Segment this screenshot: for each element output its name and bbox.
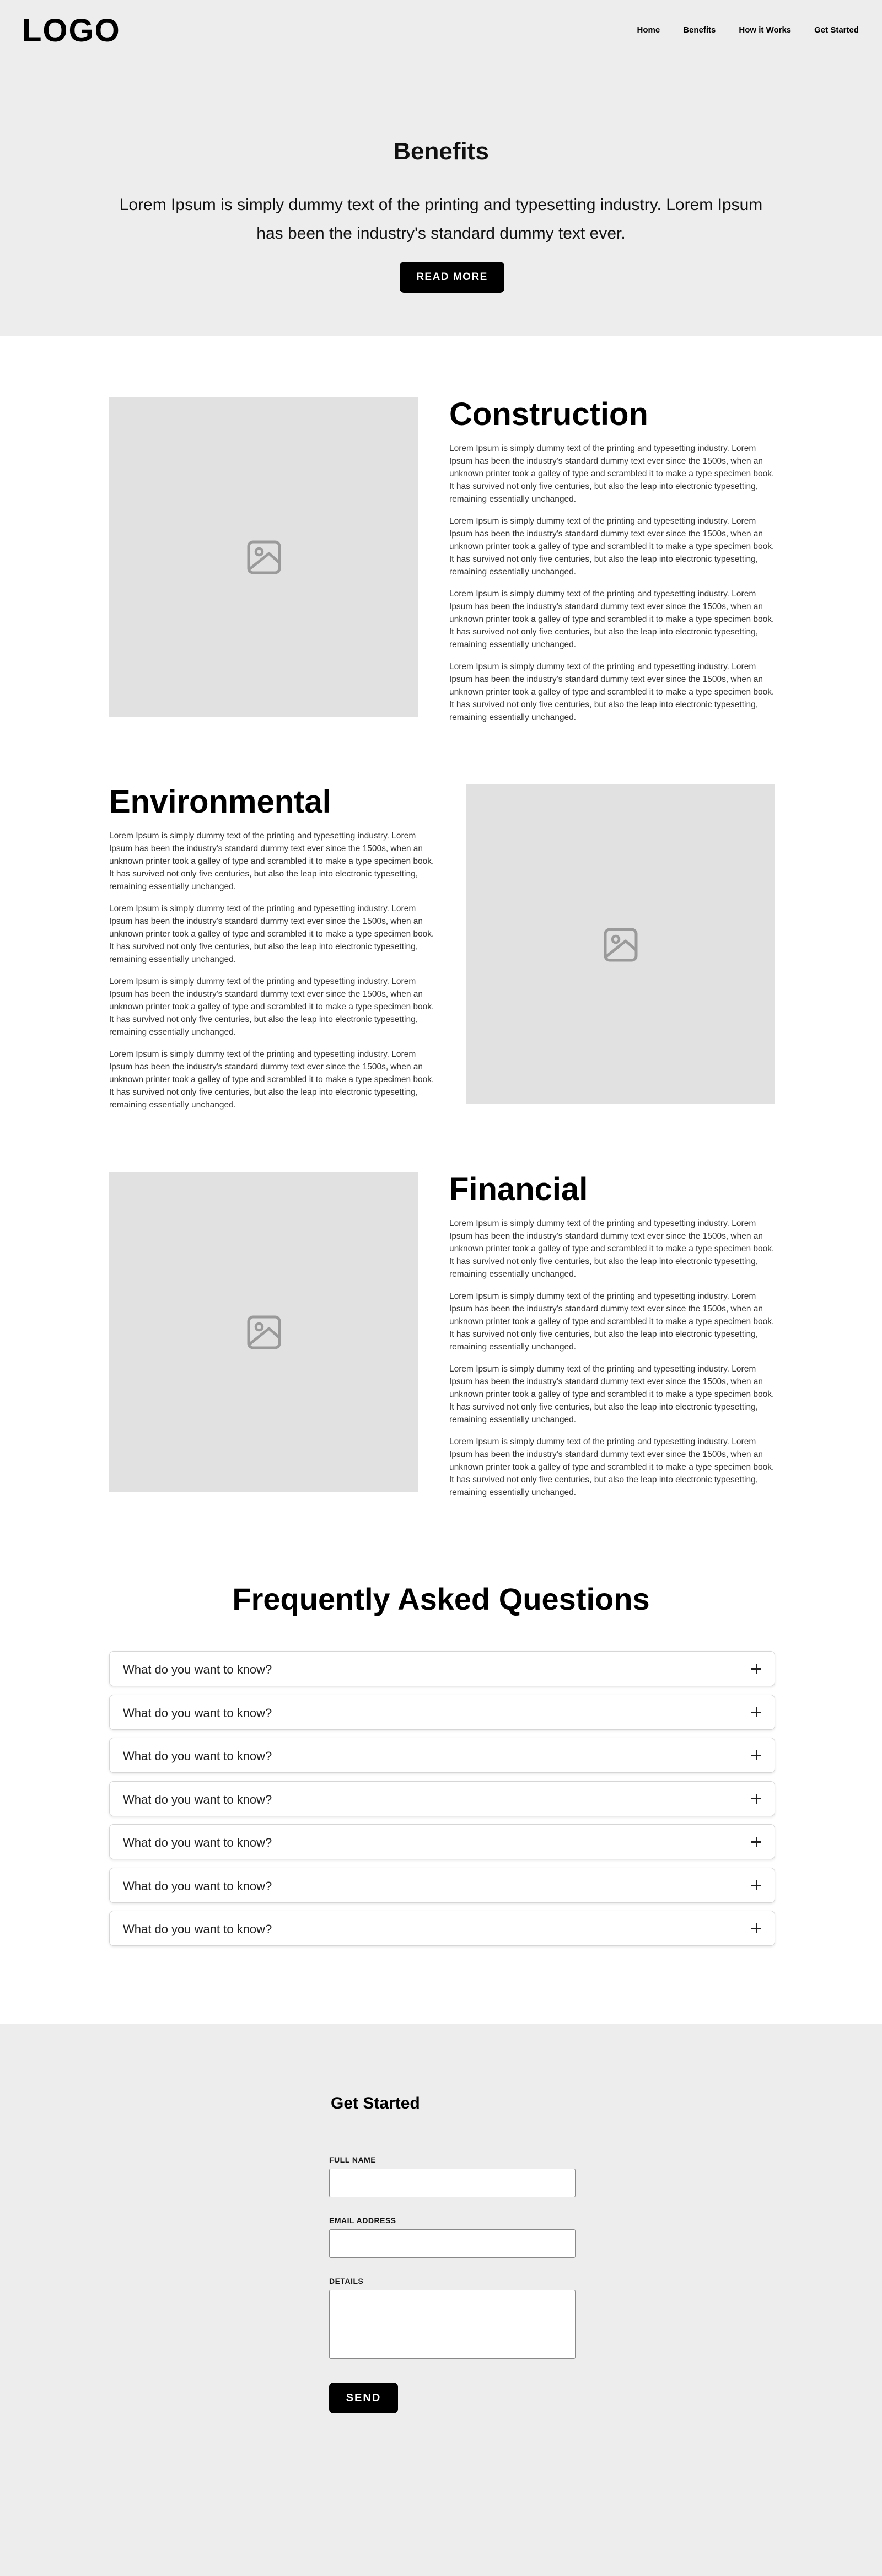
- plus-icon[interactable]: [748, 1660, 765, 1677]
- plus-icon[interactable]: [748, 1704, 765, 1720]
- feature-title: Environmental: [109, 784, 331, 820]
- nav-link-home[interactable]: Home: [637, 25, 660, 35]
- get-started-title: Get Started: [331, 2094, 420, 2112]
- site-header: [0, 0, 882, 60]
- feature-paragraph: Lorem Ipsum is simply dummy text of the printing and typesetting industry. Lorem Ipsum has been the industry's standard dummy text ever since the 1500s, when an unknown printer took a galley of type and scrambled it to make a type specimen book. It has survived not only five centuries, but also the leap into electronic typesetting, remaining essentially unchanged.: [449, 1219, 775, 1279]
- feature-paragraph: Lorem Ipsum is simply dummy text of the printing and typesetting industry. Lorem Ipsum has been the industry's standard dummy text ever since the 1500s, when an unknown printer took a galley of type and scrambled it to make a type specimen book. It has survived not only five centuries, but also the leap into electronic typesetting, remaining essentially unchanged.: [109, 977, 434, 1037]
- get-started-section: [0, 2024, 882, 2576]
- details-label: DETAILS: [329, 2277, 364, 2285]
- nav-link-how-it-works[interactable]: How it Works: [739, 25, 792, 35]
- construction-text: [449, 397, 775, 733]
- faq-item[interactable]: [109, 1738, 775, 1773]
- faq-item[interactable]: [109, 1781, 775, 1816]
- feature-paragraph: Lorem Ipsum is simply dummy text of the printing and typesetting industry. Lorem Ipsum has been the industry's standard dummy text ever since the 1500s, when an unknown printer took a galley of type and scrambled it to make a type specimen book. It has survived not only five centuries, but also the leap into electronic typesetting, remaining essentially unchanged.: [449, 662, 775, 722]
- main-nav: [614, 25, 859, 35]
- faq-question: What do you want to know?: [123, 1922, 272, 1936]
- image-placeholder-icon: [604, 928, 638, 962]
- hero-title: Benefits: [393, 138, 489, 165]
- faq-list: [109, 1651, 775, 1954]
- plus-icon[interactable]: [748, 1920, 765, 1937]
- feature-title: Construction: [449, 396, 648, 432]
- feature-construction: [0, 396, 882, 722]
- faq-question: What do you want to know?: [123, 1836, 272, 1849]
- read-more-button[interactable]: READ MORE: [400, 262, 504, 293]
- financial-image: [109, 1172, 418, 1492]
- send-button[interactable]: SEND: [329, 2383, 398, 2413]
- faq-question: What do you want to know?: [123, 1749, 272, 1763]
- hero-text: Lorem Ipsum is simply dummy text of the printing and typesetting industry. Lorem Ipsum has been the industry's standard dummy text ever.: [119, 196, 763, 243]
- hero-section: [0, 60, 882, 336]
- financial-text: [449, 1172, 775, 1508]
- faq-item[interactable]: [109, 1695, 775, 1730]
- email-input[interactable]: [329, 2229, 576, 2258]
- nav-link-get-started[interactable]: Get Started: [814, 25, 859, 35]
- faq-question: What do you want to know?: [123, 1663, 272, 1676]
- faq-item[interactable]: [109, 1868, 775, 1903]
- plus-icon[interactable]: [748, 1790, 765, 1807]
- feature-paragraph: Lorem Ipsum is simply dummy text of the printing and typesetting industry. Lorem Ipsum has been the industry's standard dummy text ever since the 1500s, when an unknown printer took a galley of type and scrambled it to make a type specimen book. It has survived not only five centuries, but also the leap into electronic typesetting, remaining essentially unchanged.: [449, 589, 775, 649]
- feature-paragraph: Lorem Ipsum is simply dummy text of the printing and typesetting industry. Lorem Ipsum has been the industry's standard dummy text ever since the 1500s, when an unknown printer took a galley of type and scrambled it to make a type specimen book. It has survived not only five centuries, but also the leap into electronic typesetting, remaining essentially unchanged.: [449, 1292, 775, 1352]
- plus-icon[interactable]: [748, 1877, 765, 1894]
- image-placeholder-icon: [247, 540, 281, 574]
- feature-paragraph: Lorem Ipsum is simply dummy text of the printing and typesetting industry. Lorem Ipsum has been the industry's standard dummy text ever since the 1500s, when an unknown printer took a galley of type and scrambled it to make a type specimen book. It has survived not only five centuries, but also the leap into electronic typesetting, remaining essentially unchanged.: [449, 444, 775, 504]
- plus-icon[interactable]: [748, 1747, 765, 1763]
- faq-item[interactable]: [109, 1911, 775, 1946]
- feature-paragraph: Lorem Ipsum is simply dummy text of the printing and typesetting industry. Lorem Ipsum has been the industry's standard dummy text ever since the 1500s, when an unknown printer took a galley of type and scrambled it to make a type specimen book. It has survived not only five centuries, but also the leap into electronic typesetting, remaining essentially unchanged.: [449, 1437, 775, 1497]
- faq-item[interactable]: [109, 1651, 775, 1686]
- environmental-image: [466, 784, 775, 1104]
- feature-paragraph: Lorem Ipsum is simply dummy text of the printing and typesetting industry. Lorem Ipsum has been the industry's standard dummy text ever since the 1500s, when an unknown printer took a galley of type and scrambled it to make a type specimen book. It has survived not only five centuries, but also the leap into electronic typesetting, remaining essentially unchanged.: [109, 1050, 434, 1110]
- faq-question: What do you want to know?: [123, 1792, 272, 1806]
- feature-paragraph: Lorem Ipsum is simply dummy text of the printing and typesetting industry. Lorem Ipsum has been the industry's standard dummy text ever since the 1500s, when an unknown printer took a galley of type and scrambled it to make a type specimen book. It has survived not only five centuries, but also the leap into electronic typesetting, remaining essentially unchanged.: [109, 904, 434, 964]
- faq-question: What do you want to know?: [123, 1879, 272, 1893]
- feature-paragraph: Lorem Ipsum is simply dummy text of the printing and typesetting industry. Lorem Ipsum has been the industry's standard dummy text ever since the 1500s, when an unknown printer took a galley of type and scrambled it to make a type specimen book. It has survived not only five centuries, but also the leap into electronic typesetting, remaining essentially unchanged.: [449, 1364, 775, 1424]
- environmental-text: [109, 784, 434, 1121]
- logo[interactable]: LOGO: [22, 13, 121, 49]
- full-name-label: FULL NAME: [329, 2155, 377, 2164]
- feature-title: Financial: [449, 1171, 588, 1207]
- plus-icon[interactable]: [748, 1833, 765, 1850]
- full-name-input[interactable]: [329, 2169, 576, 2197]
- faq-item[interactable]: [109, 1824, 775, 1859]
- feature-paragraph: Lorem Ipsum is simply dummy text of the printing and typesetting industry. Lorem Ipsum has been the industry's standard dummy text ever since the 1500s, when an unknown printer took a galley of type and scrambled it to make a type specimen book. It has survived not only five centuries, but also the leap into electronic typesetting, remaining essentially unchanged.: [109, 831, 434, 891]
- feature-financial: [0, 1171, 882, 1497]
- construction-image: [109, 397, 418, 717]
- email-label: EMAIL ADDRESS: [329, 2216, 396, 2225]
- faq-title: Frequently Asked Questions: [232, 1582, 650, 1616]
- image-placeholder-icon: [247, 1315, 281, 1349]
- nav-link-benefits[interactable]: Benefits: [683, 25, 716, 35]
- details-textarea[interactable]: [329, 2290, 576, 2359]
- faq-question: What do you want to know?: [123, 1706, 272, 1720]
- feature-paragraph: Lorem Ipsum is simply dummy text of the printing and typesetting industry. Lorem Ipsum has been the industry's standard dummy text ever since the 1500s, when an unknown printer took a galley of type and scrambled it to make a type specimen book. It has survived not only five centuries, but also the leap into electronic typesetting, remaining essentially unchanged.: [449, 517, 775, 577]
- feature-environmental: [0, 784, 882, 1110]
